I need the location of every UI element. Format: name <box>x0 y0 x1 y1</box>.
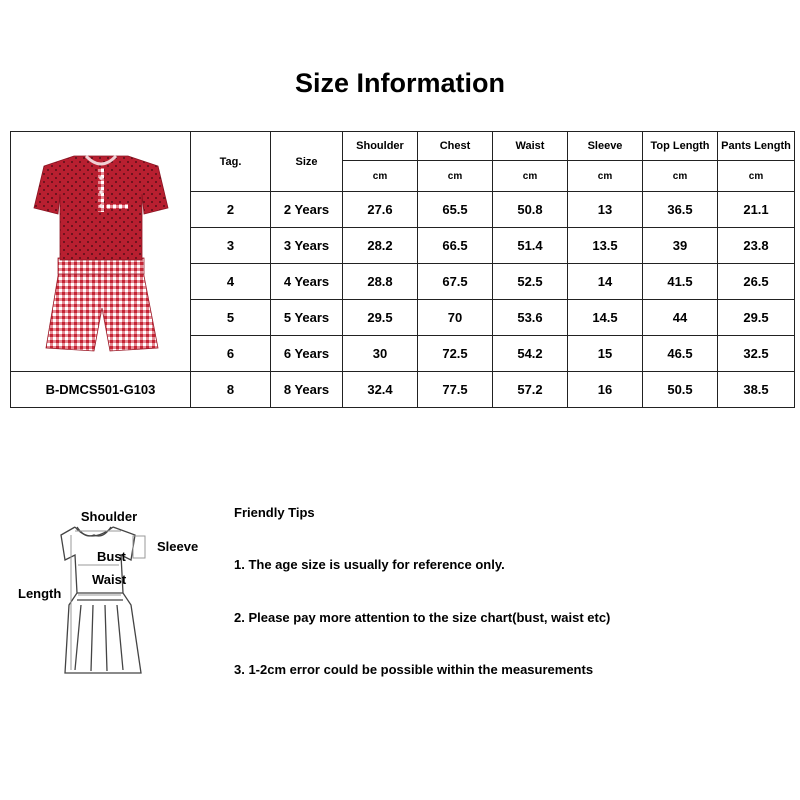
value-cell: 29.5 <box>343 300 418 336</box>
header-pants-length: Pants Length <box>718 132 795 161</box>
tag-cell: 6 <box>191 336 271 372</box>
value-cell: 21.1 <box>718 192 795 228</box>
value-cell: 14.5 <box>568 300 643 336</box>
value-cell: 53.6 <box>493 300 568 336</box>
value-cell: 36.5 <box>643 192 718 228</box>
value-cell: 38.5 <box>718 372 795 408</box>
header-chest: Chest <box>418 132 493 161</box>
value-cell: 52.5 <box>493 264 568 300</box>
header-shoulder: Shoulder <box>343 132 418 161</box>
measurement-diagram <box>15 505 215 680</box>
size-cell: 2 Years <box>271 192 343 228</box>
header-tag: Tag. <box>191 132 271 192</box>
product-outfit-image <box>26 148 176 356</box>
value-cell: 16 <box>568 372 643 408</box>
tips-heading: Friendly Tips <box>234 505 315 520</box>
tip-item: 1. The age size is usually for reference only. <box>234 557 505 572</box>
value-cell: 39 <box>643 228 718 264</box>
unit-cell: cm <box>718 161 795 192</box>
size-cell: 4 Years <box>271 264 343 300</box>
red-shirt <box>34 156 168 260</box>
value-cell: 13.5 <box>568 228 643 264</box>
header-size: Size <box>271 132 343 192</box>
value-cell: 28.2 <box>343 228 418 264</box>
value-cell: 32.4 <box>343 372 418 408</box>
tag-cell: 4 <box>191 264 271 300</box>
unit-cell: cm <box>343 161 418 192</box>
label-waist: Waist <box>92 572 127 587</box>
size-cell: 6 Years <box>271 336 343 372</box>
size-cell: 8 Years <box>271 372 343 408</box>
value-cell: 70 <box>418 300 493 336</box>
unit-cell: cm <box>568 161 643 192</box>
value-cell: 13 <box>568 192 643 228</box>
unit-cell: cm <box>493 161 568 192</box>
header-waist: Waist <box>493 132 568 161</box>
header-sleeve: Sleeve <box>568 132 643 161</box>
tag-cell: 3 <box>191 228 271 264</box>
value-cell: 51.4 <box>493 228 568 264</box>
value-cell: 27.6 <box>343 192 418 228</box>
value-cell: 50.8 <box>493 192 568 228</box>
value-cell: 72.5 <box>418 336 493 372</box>
table-row <box>11 372 795 408</box>
value-cell: 32.5 <box>718 336 795 372</box>
value-cell: 50.5 <box>643 372 718 408</box>
unit-cell: cm <box>418 161 493 192</box>
header-row <box>11 132 795 161</box>
tag-cell: 5 <box>191 300 271 336</box>
value-cell: 54.2 <box>493 336 568 372</box>
product-image-cell <box>11 132 191 372</box>
header-top-length: Top Length <box>643 132 718 161</box>
unit-cell: cm <box>643 161 718 192</box>
page-title: Size Information <box>294 68 505 98</box>
label-bust: Bust <box>97 549 126 564</box>
size-cell: 5 Years <box>271 300 343 336</box>
product-code: B-DMCS501-G103 <box>11 372 191 408</box>
value-cell: 57.2 <box>493 372 568 408</box>
label-sleeve: Sleeve <box>157 539 199 554</box>
value-cell: 67.5 <box>418 264 493 300</box>
value-cell: 30 <box>343 336 418 372</box>
label-length: Length <box>18 586 62 601</box>
value-cell: 46.5 <box>643 336 718 372</box>
size-cell: 3 Years <box>271 228 343 264</box>
value-cell: 15 <box>568 336 643 372</box>
tip-item: 2. Please pay more attention to the size chart(bust, waist etc) <box>234 610 611 625</box>
value-cell: 44 <box>643 300 718 336</box>
value-cell: 66.5 <box>418 228 493 264</box>
gingham-shorts <box>46 258 158 351</box>
tip-item: 3. 1-2cm error could be possible within the measurements <box>234 662 594 677</box>
value-cell: 14 <box>568 264 643 300</box>
value-cell: 77.5 <box>418 372 493 408</box>
value-cell: 23.8 <box>718 228 795 264</box>
tag-cell: 2 <box>191 192 271 228</box>
tag-cell: 8 <box>191 372 271 408</box>
size-table <box>10 131 795 408</box>
value-cell: 29.5 <box>718 300 795 336</box>
value-cell: 41.5 <box>643 264 718 300</box>
label-shoulder: Shoulder <box>80 509 138 524</box>
value-cell: 65.5 <box>418 192 493 228</box>
value-cell: 28.8 <box>343 264 418 300</box>
value-cell: 26.5 <box>718 264 795 300</box>
